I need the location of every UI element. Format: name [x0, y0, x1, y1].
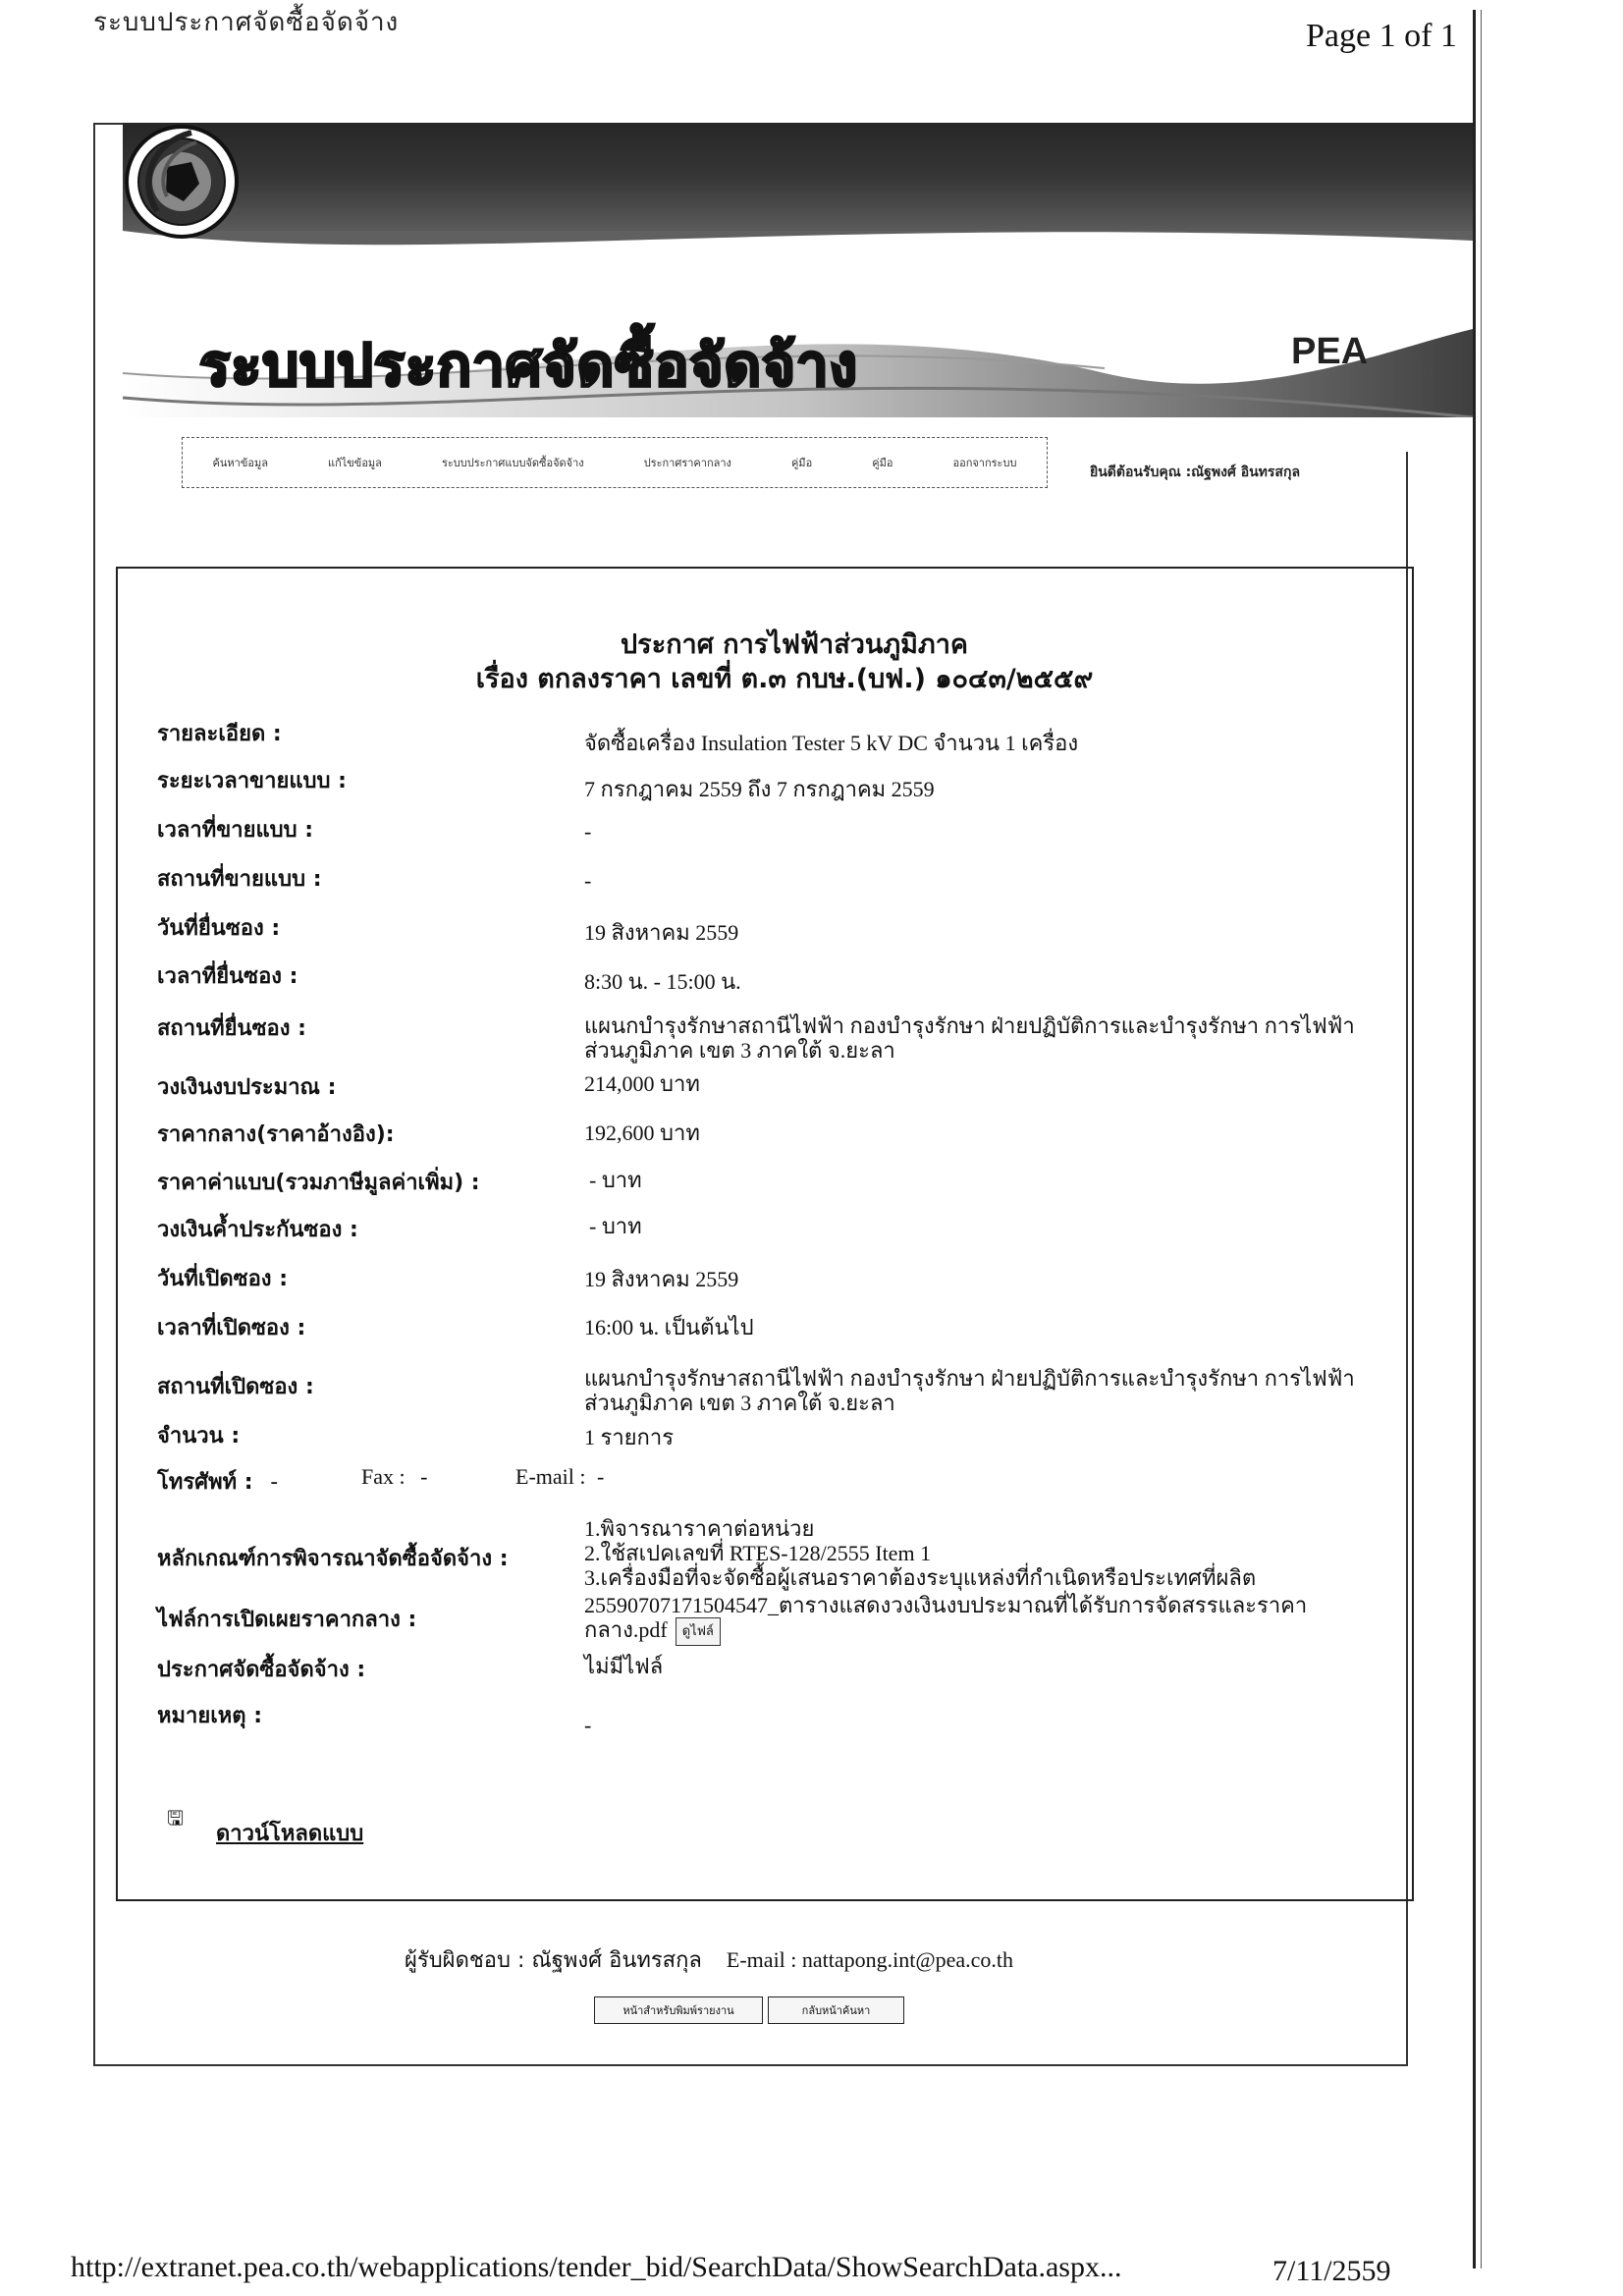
field-label-submit-time: เวลาที่ยื่นซอง :: [157, 964, 298, 989]
email-label: E-mail :: [515, 1464, 586, 1489]
criteria-item: 1.พิจารณาราคาต่อหน่วย: [584, 1516, 815, 1541]
field-value-quantity: 1 รายการ: [584, 1425, 675, 1449]
field-value-sale-period: 7 กรกฎาคม 2559 ถึง 7 กรกฎาคม 2559: [584, 777, 935, 801]
field-value-document-fee: - บาท: [589, 1168, 642, 1192]
pea-logo-text: PEA: [1291, 331, 1369, 372]
remark-value: -: [584, 1713, 592, 1737]
print-report-button[interactable]: หน้าสำหรับพิมพ์รายงาน: [594, 1996, 763, 2024]
fax-value: -: [420, 1464, 428, 1489]
back-to-search-button[interactable]: กลับหน้าค้นหา: [768, 1996, 904, 2024]
print-date: 7/11/2559: [1272, 2255, 1391, 2287]
field-value-detail: จัดซื้อเครื่อง Insulation Tester 5 kV DC จำนวน 1 เครื่อง: [584, 731, 1079, 755]
criteria-label: หลักเกณฑ์การพิจารณาจัดซื้อจัดจ้าง :: [157, 1547, 509, 1571]
view-file-button[interactable]: ดูไฟล์: [676, 1617, 721, 1646]
nav-procurement[interactable]: ระบบประกาศแบบจัดซื้อจัดจ้าง: [441, 457, 584, 469]
field-label-sale-period: ระยะเวลาขายแบบ :: [157, 769, 347, 793]
contact-line: [157, 1464, 605, 1499]
criteria-item: 3.เครื่องมือที่จะจัดซื้อผู้เสนอราคาต้องระบุแหล่งที่กำเนิดหรือประเทศที่ผลิต: [584, 1565, 1257, 1590]
welcome-text: ยินดีต้อนรับคุณ :ณัฐพงศ์ อินทรสกุล: [1090, 465, 1301, 480]
field-label-document-fee: ราคาค่าแบบ(รวมภาษีมูลค่าเพิ่ม) :: [157, 1171, 480, 1195]
pea-logo-icon: [123, 123, 221, 241]
field-label-submit-place: สถานที่ยื่นซอง :: [157, 1016, 306, 1041]
field-label-bid-guarantee: วงเงินค้ำประกันซอง :: [157, 1218, 358, 1242]
field-label-quantity: จำนวน :: [157, 1424, 241, 1449]
fax-group: [361, 1464, 427, 1490]
field-label-sale-place: สถานที่ขายแบบ :: [157, 867, 322, 892]
field-label-sale-time: เวลาที่ขายแบบ :: [157, 818, 314, 843]
field-value-submit-time: 8:30 น. - 15:00 น.: [584, 969, 741, 994]
page-url: http://extranet.pea.co.th/webapplications/tender_bid/SearchData/ShowSearchData.aspx...: [71, 2251, 1122, 2283]
scan-margin-line-thin: [1481, 10, 1482, 2269]
price-file-label: ไฟล์การเปิดเผยราคากลาง :: [157, 1608, 417, 1632]
nav-edit[interactable]: แก้ไขข้อมูล: [328, 457, 382, 469]
nav-manual-1[interactable]: คู่มือ: [790, 457, 813, 469]
nav-logout[interactable]: ออกจากระบบ: [952, 457, 1017, 469]
phone-value: -: [270, 1470, 279, 1495]
field-value-open-time: 16:00 น. เป็นต้นไป: [584, 1315, 754, 1339]
responsible-line: [405, 1942, 1013, 1977]
announcement-subject: เรื่อง ตกลงราคา เลขที่ ต.๓ กบษ.(บฟ.) ๑๐๔๓/๒๕๕๙: [475, 664, 1094, 694]
system-title: ระบบประกาศจัดซื้อจัดจ้าง: [199, 332, 858, 399]
announcement-title: ประกาศ การไฟฟ้าส่วนภูมิภาค: [621, 629, 968, 660]
field-value-submit-date: 19 สิงหาคม 2559: [584, 920, 739, 945]
field-label-budget: วงเงินงบประมาณ :: [157, 1075, 337, 1100]
criteria-item: 2.ใช้สเปคเลขที่ RTES-128/2555 Item 1: [584, 1541, 932, 1565]
fax-label: Fax :: [361, 1464, 406, 1489]
procurement-value: ไม่มีไฟล์: [584, 1654, 664, 1678]
field-value-budget: 214,000 บาท: [584, 1071, 700, 1096]
procurement-label: ประกาศจัดซื้อจัดจ้าง :: [157, 1658, 366, 1682]
responsible-email: E-mail : nattapong.int@pea.co.th: [726, 1947, 1014, 1972]
criteria-list: [584, 1516, 1256, 1590]
main-nav: [182, 437, 1048, 488]
announcement-box: [116, 567, 1414, 1901]
field-value-open-date: 19 สิงหาคม 2559: [584, 1267, 739, 1291]
field-value-sale-time: -: [584, 819, 592, 844]
email-value: -: [596, 1464, 605, 1489]
field-value-sale-place: -: [584, 868, 592, 893]
nav-median-price[interactable]: ประกาศราคากลาง: [643, 457, 731, 469]
nav-manual-2[interactable]: คู่มือ: [872, 457, 893, 469]
responsible-person: ผู้รับผิดชอบ : ณัฐพงศ์ อินทรสกุล: [405, 1948, 702, 1973]
download-link[interactable]: ดาวน์โหลดแบบ: [216, 1822, 364, 1846]
remark-label: หมายเหตุ :: [157, 1704, 263, 1728]
field-label-open-date: วันที่เปิดซอง :: [157, 1267, 289, 1291]
field-label-open-time: เวลาที่เปิดซอง :: [157, 1316, 306, 1340]
download-icon[interactable]: 🖫: [167, 1806, 185, 1830]
field-label-median-price: ราคากลาง(ราคาอ้างอิง):: [157, 1122, 395, 1147]
field-value-bid-guarantee: - บาท: [589, 1214, 642, 1238]
field-value-open-place: แผนกบำรุงรักษาสถานีไฟฟ้า กองบำรุงรักษา ฝ่ายปฏิบัติการและบำรุงรักษา การไฟฟ้าส่วนภูมิภาค เขต 3 ภาคใต้ จ.ยะลา: [584, 1366, 1355, 1415]
price-file-value: [584, 1593, 1380, 1646]
field-label-submit-date: วันที่ยื่นซอง :: [157, 916, 281, 941]
email-group: [515, 1464, 604, 1490]
browser-page-title: ระบบประกาศจัดซื้อจัดจ้าง: [93, 8, 400, 37]
field-value-median-price: 192,600 บาท: [584, 1121, 700, 1145]
field-label-open-place: สถานที่เปิดซอง :: [157, 1375, 314, 1399]
phone-label: โทรศัพท์ :: [157, 1470, 253, 1495]
page-indicator: Page 1 of 1: [1306, 18, 1457, 54]
field-label-detail: รายละเอียด :: [157, 722, 282, 746]
header-banner: [123, 123, 1473, 480]
price-file-name[interactable]: 25590707171504547_ตารางแสดงวงเงินงบประมาณที่ได้รับการจัดสรรและราคากลาง.pdf: [584, 1593, 1308, 1642]
nav-search[interactable]: ค้นหาข้อมูล: [212, 457, 268, 469]
field-value-submit-place: แผนกบำรุงรักษาสถานีไฟฟ้า กองบำรุงรักษา ฝ่ายปฏิบัติการและบำรุงรักษา การไฟฟ้าส่วนภูมิภาค เขต 3 ภาคใต้ จ.ยะลา: [584, 1013, 1355, 1063]
scan-margin-line: [1473, 10, 1476, 2269]
